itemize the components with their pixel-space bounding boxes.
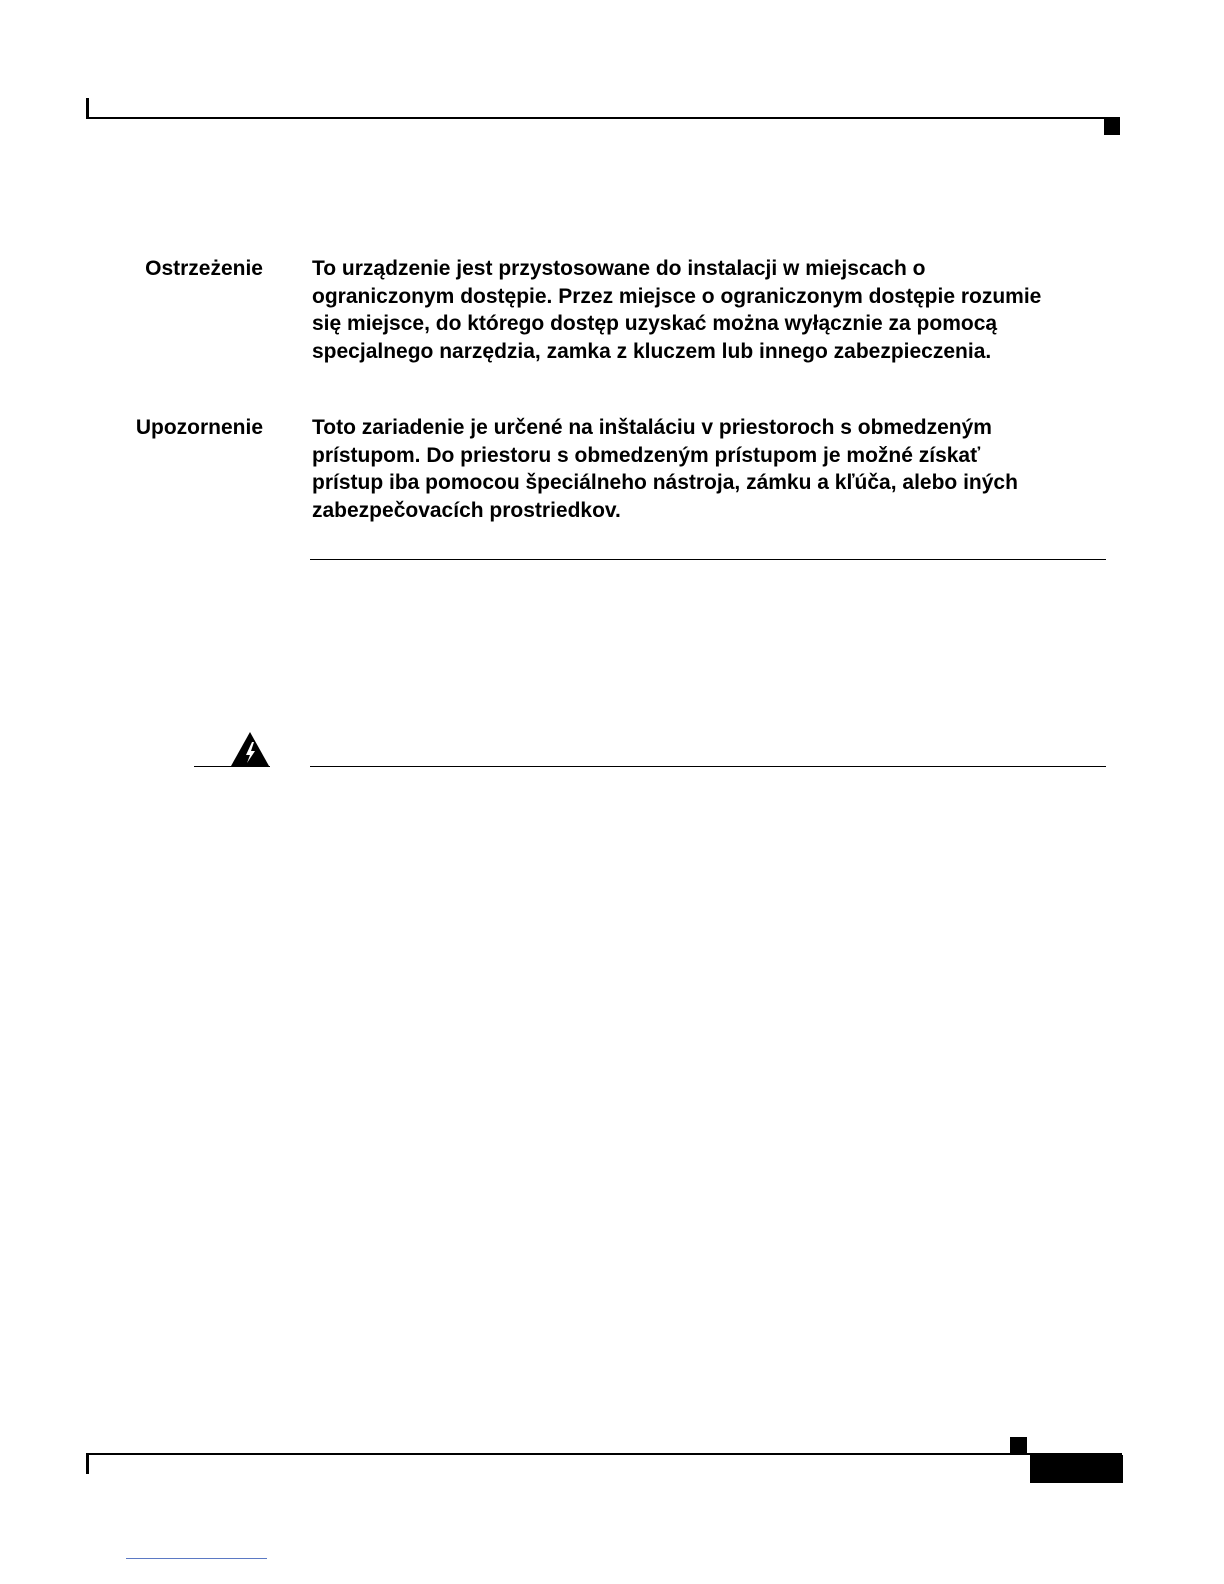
warning-label-slovak: Upozornenie	[135, 416, 263, 439]
warning-text-line: specjalnego narzędzia, zamka z kluczem lub innego zabezpieczenia.	[312, 340, 992, 364]
warning-text-slovak	[312, 414, 1112, 525]
warning-text-line: się miejsce, do którego dostęp uzyskać można wyłącznie za pomocą	[312, 312, 998, 336]
icon-base-rule	[194, 766, 270, 767]
warning-text-line: prístup iba pomocou špeciálneho nástroja, zámku a kľúča, alebo iných	[312, 471, 1018, 495]
section-divider	[310, 766, 1106, 767]
warning-text-line: Toto zariadenie je určené na inštaláciu v priestoroch s obmedzeným	[312, 416, 992, 439]
section-divider	[310, 559, 1106, 560]
warning-text-line: ograniczonym dostępie. Przez miejsce o ograniczonym dostępie rozumie	[312, 284, 1042, 308]
footer-marker-square	[1010, 1437, 1027, 1454]
header-corner-tick	[86, 98, 89, 119]
header-marker-square	[1104, 119, 1120, 135]
header-rule	[86, 117, 1120, 119]
warning-text-polish	[312, 255, 1112, 366]
warning-triangle-lightning-icon	[229, 730, 271, 768]
warning-text-line: To urządzenie jest przystosowane do instalacji w miejscach o	[312, 257, 926, 280]
warning-label-polish: Ostrzeżenie	[145, 257, 263, 280]
warning-text-line: zabezpečovacích prostriedkov.	[312, 499, 621, 523]
footer-rule	[86, 1453, 1122, 1455]
footer-link-underline	[126, 1558, 267, 1559]
footer-page-tab	[1030, 1455, 1123, 1483]
warning-text-line: prístupom. Do priestoru s obmedzeným prístupom je možné získať	[312, 443, 981, 467]
footer-corner-tick	[86, 1453, 89, 1474]
